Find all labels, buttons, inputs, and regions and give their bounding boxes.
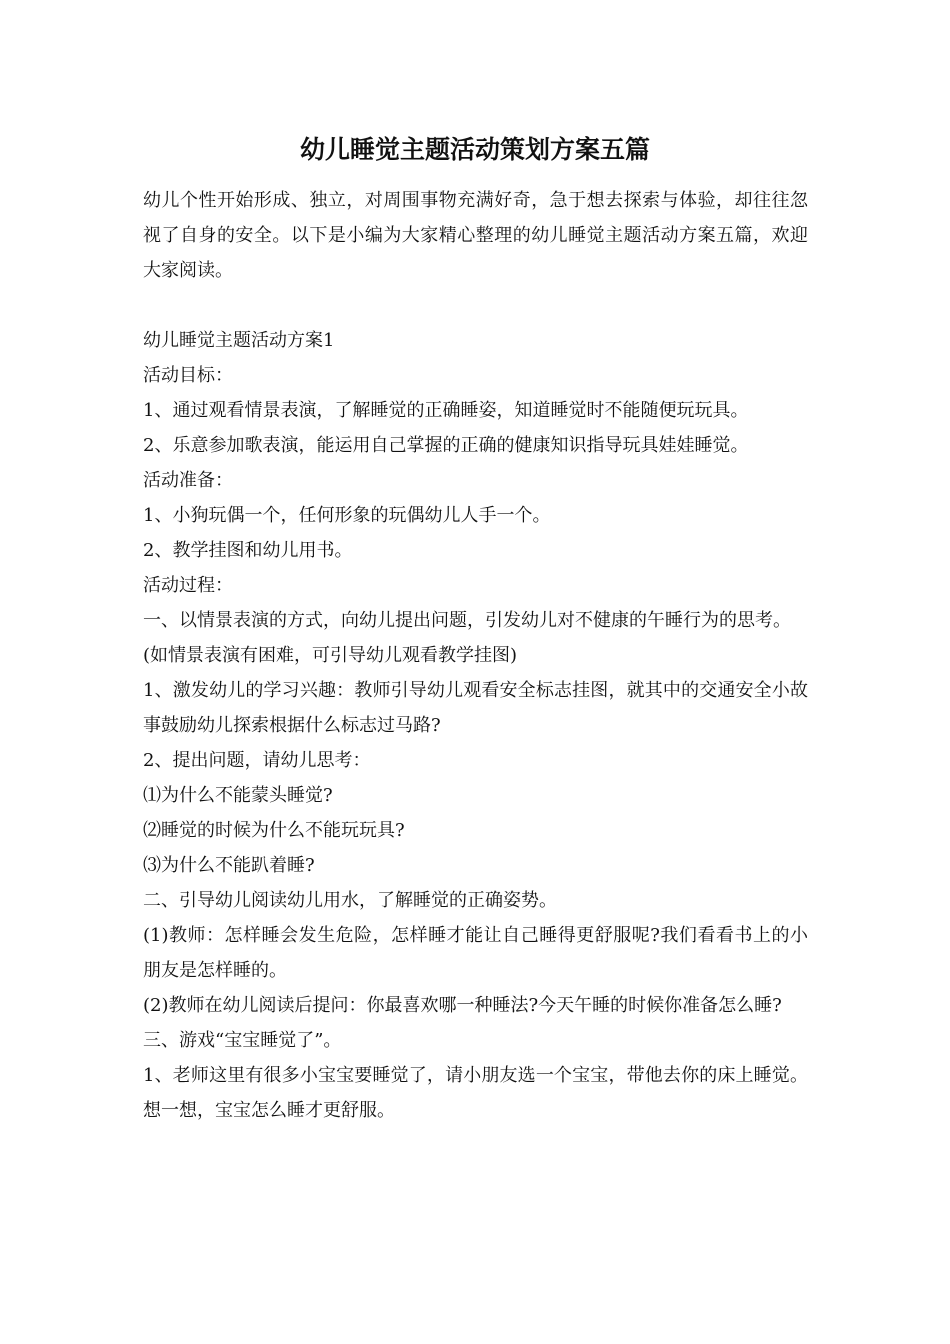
question-item: ⑵睡觉的时候为什么不能玩玩具? bbox=[143, 820, 405, 841]
document-title: 幼儿睡觉主题活动策划方案五篇 bbox=[299, 135, 650, 164]
body-paragraph: 1、老师这里有很多小宝宝要睡觉了，请小朋友选一个宝宝，带他去你的床上睡觉。想一想，宝宝怎么睡才更舒服。 bbox=[143, 1065, 808, 1121]
body-paragraph: 2、教学挂图和幼儿用书。 bbox=[143, 540, 353, 561]
body-paragraph: 一、以情景表演的方式，向幼儿提出问题，引发幼儿对不健康的午睡行为的思考。 bbox=[143, 610, 791, 631]
body-paragraph: 2、提出问题，请幼儿思考： bbox=[143, 750, 371, 771]
body-paragraph: 二、引导幼儿阅读幼儿用水，了解睡觉的正确姿势。 bbox=[143, 890, 557, 911]
body-paragraph: 2、乐意参加歌表演，能运用自己掌握的正确的健康知识指导玩具娃娃睡觉。 bbox=[143, 435, 749, 456]
body-paragraph: 三、游戏“宝宝睡觉了”。 bbox=[143, 1030, 342, 1051]
body-paragraph: 1、激发幼儿的学习兴趣：教师引导幼儿观看安全标志挂图，就其中的交通安全小故事鼓励幼儿探索根据什么标志过马路? bbox=[143, 680, 808, 736]
body-paragraph: 1、通过观看情景表演，了解睡觉的正确睡姿，知道睡觉时不能随便玩玩具。 bbox=[143, 400, 749, 421]
section-label-preparation: 活动准备： bbox=[143, 470, 233, 491]
question-item: ⑴为什么不能蒙头睡觉? bbox=[143, 785, 333, 806]
section-label-process: 活动过程： bbox=[143, 575, 233, 596]
body-paragraph: 1、小狗玩偶一个，任何形象的玩偶幼儿人手一个。 bbox=[143, 505, 551, 526]
paragraph-spacer bbox=[143, 288, 808, 323]
question-item: ⑶为什么不能趴着睡? bbox=[143, 855, 315, 876]
intro-paragraph: 幼儿个性开始形成、独立，对周围事物充满好奇，急于想去探索与体验，却往往忽视了自身的安全。以下是小编为大家精心整理的幼儿睡觉主题活动方案五篇，欢迎大家阅读。 bbox=[143, 190, 808, 281]
body-paragraph: (如情景表演有困难，可引导幼儿观看教学挂图) bbox=[143, 645, 518, 666]
body-paragraph: (2)教师在幼儿阅读后提问：你最喜欢哪一种睡法?今天午睡的时候你准备怎么睡? bbox=[143, 995, 782, 1016]
body-paragraph: (1)教师：怎样睡会发生危险，怎样睡才能让自己睡得更舒服呢?我们看看书上的小朋友是怎样睡的。 bbox=[143, 925, 808, 981]
section-label-goals: 活动目标： bbox=[143, 365, 233, 386]
document-body bbox=[143, 183, 808, 1128]
plan-heading: 幼儿睡觉主题活动方案1 bbox=[143, 330, 335, 351]
